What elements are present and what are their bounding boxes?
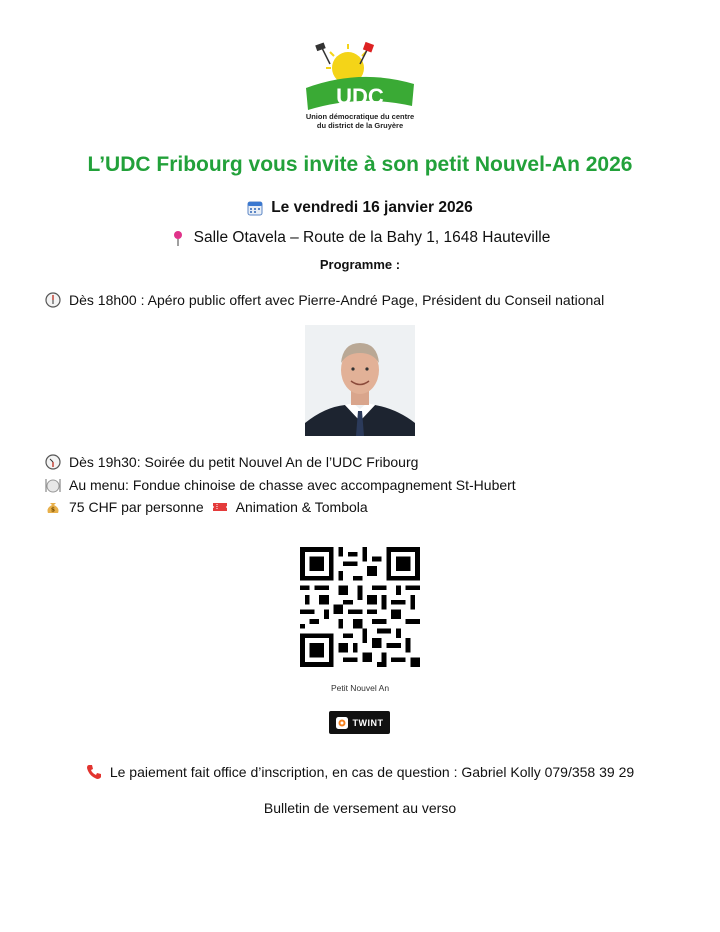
animation-text: Animation & Tombola [235, 499, 368, 515]
speaker-photo [305, 325, 415, 436]
programme-item-apero [45, 292, 604, 308]
programme-label: Programme : [319, 257, 401, 272]
price-text: 75 CHF par personne [69, 499, 204, 515]
clock-icon [45, 292, 61, 308]
programme-item-soiree [45, 454, 418, 470]
logo-caption-line2: du district de la Gruyère [316, 121, 404, 130]
calendar-icon [247, 200, 263, 216]
qr-label: Petit Nouvel An [330, 683, 390, 693]
event-location-line [0, 229, 720, 251]
ticket-icon [212, 499, 228, 515]
twint-qr-code[interactable] [300, 547, 420, 667]
payment-note: Le paiement fait office d’inscription, en cas de question : Gabriel Kolly 079/358 39 29 [109, 764, 635, 780]
event-date: Le vendredi 16 janvier 2026 [271, 199, 473, 216]
clock-icon [45, 454, 61, 470]
money-bag-icon [45, 499, 61, 515]
logo-text: UDC [336, 84, 384, 109]
apero-text: Dès 18h00 : Apéro public offert avec Pierre-André Page, Président du Conseil national [69, 292, 605, 308]
event-location: Salle Otavela – Route de la Bahy 1, 1648 Hauteville [193, 229, 551, 246]
plate-icon [45, 477, 61, 493]
payment-note-line [0, 764, 720, 783]
twint-badge[interactable] [329, 711, 390, 734]
twint-label: TWINT [352, 717, 384, 728]
programme-item-menu [45, 477, 516, 493]
programme-item-price [45, 499, 368, 515]
page-title: L’UDC Fribourg vous invite à son petit Nouvel-An 2026 [87, 153, 633, 176]
logo-caption [290, 112, 430, 130]
logo-caption-line1: Union démocratique du centre [305, 112, 415, 121]
menu-text: Au menu: Fondue chinoise de chasse avec accompagnement St-Hubert [69, 477, 516, 493]
twint-logo-icon [336, 717, 348, 729]
svg-text:$: $ [50, 506, 56, 514]
soiree-text: Dès 19h30: Soirée du petit Nouvel An de l’UDC Fribourg [69, 454, 419, 470]
verso-note: Bulletin de versement au verso [263, 800, 457, 816]
phone-icon [86, 764, 102, 780]
pin-icon [170, 230, 186, 246]
event-date-line [0, 199, 720, 221]
